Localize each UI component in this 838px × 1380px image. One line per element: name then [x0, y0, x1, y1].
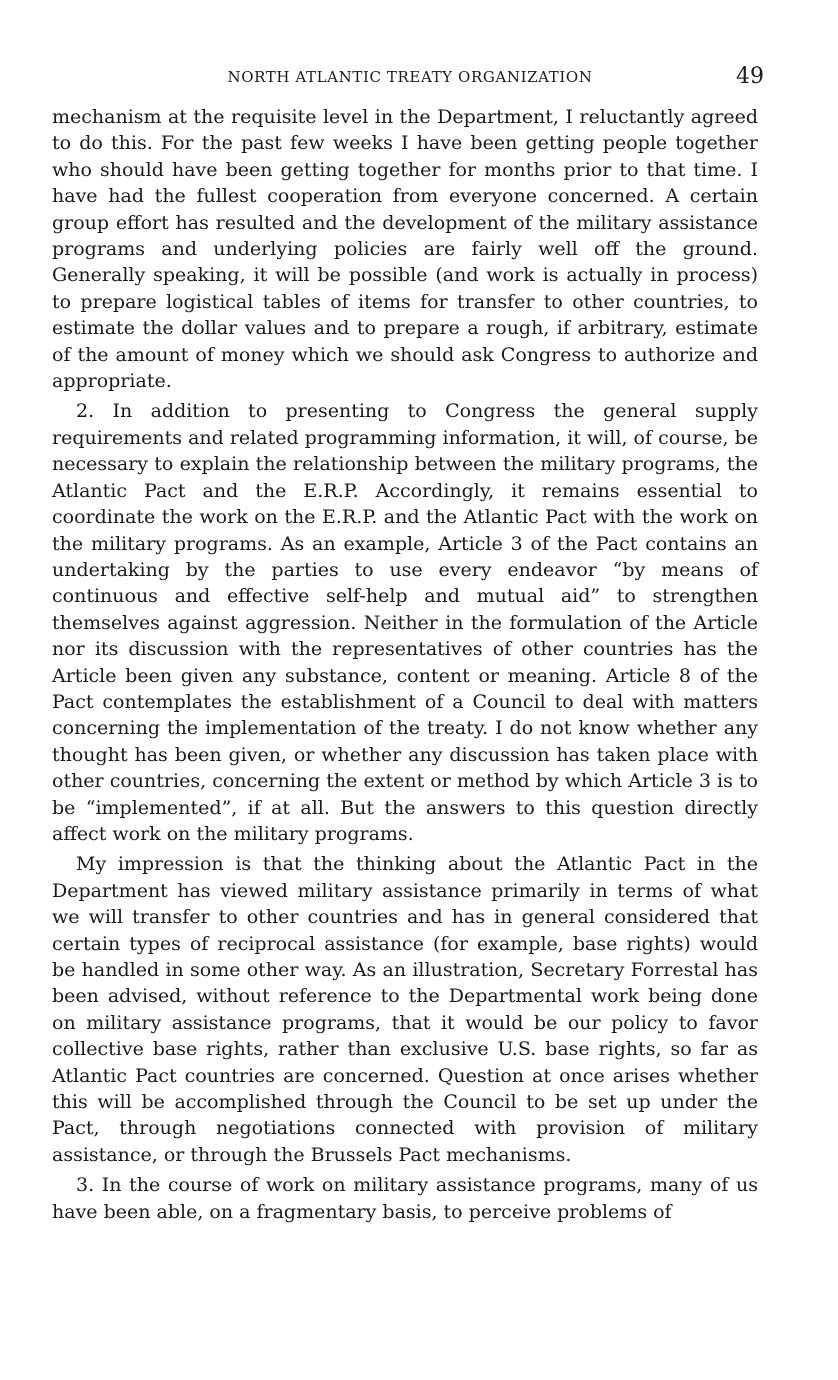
- paragraph-impression: My impression is that the thinking about the Atlantic Pact in the Department has viewed military assistance primarily in terms of what we will transfer to other countries and has in general considered that certain types of reciprocal assistance (for example, base rights) would be handled in some other way. As an illustration, Secretary Forrestal has been advised, without reference to the Departmental work being done on military assistance programs, that it would be our policy to favor collective base rights, rather than exclusive U.S. base rights, so far as Atlantic Pact countries are concerned. Question at once arises whether this will be accomplished through the Council to be set up under the Pact, through negotiations connected with provision of military assistance, or through the Brussels Pact mechanisms.: [52, 853, 758, 1166]
- running-head: [56, 64, 764, 96]
- paragraph-item-2: 2. In addition to presenting to Congress the general supply requirements and related programming information, it will, of course, be necessary to explain the relationship between the military programs, the Atlantic Pact and the E.R.P. Accordingly, it remains essential to coordinate the work on the E.R.P. and the Atlantic Pact with the work on the military programs. As an example, Article 3 of the Pact contains an undertaking by the parties to use every endeavor “by means of continuous and effective self-help and mutual aid” to strengthen themselves against aggression. Neither in the formulation of the Article nor its discussion with the representatives of other countries has the Article been given any substance, content or meaning. Article 8 of the Pact contemplates the establishment of a Council to deal with matters concerning the implementation of the treaty. I do not know whether any thought has been given, or whether any discussion has taken place with other countries, concerning the extent or method by which Article 3 is to be “implemented”, if at all. But the answers to this question directly affect work on the military programs.: [52, 400, 758, 845]
- page-number: 49: [736, 64, 764, 89]
- body-text: [52, 104, 758, 1229]
- paragraph-item-3: 3. In the course of work on military assistance programs, many of us have been able, on a fragmentary basis, to perceive problems of: [52, 1174, 758, 1223]
- running-title: NORTH ATLANTIC TREATY ORGANIZATION: [227, 68, 593, 86]
- paragraph-continuation: mechanism at the requisite level in the Department, I reluctantly agreed to do this. For the past few weeks I have been getting people together who should have been getting together for months prior to that time. I have had the fullest cooperation from everyone concerned. A certain group effort has resulted and the development of the military assistance programs and underlying policies are fairly well off the ground. Generally speaking, it will be possible (and work is actually in process) to prepare logistical tables of items for transfer to other countries, to estimate the dollar values and to prepare a rough, if arbitrary, estimate of the amount of money which we should ask Congress to authorize and appropriate.: [52, 106, 758, 393]
